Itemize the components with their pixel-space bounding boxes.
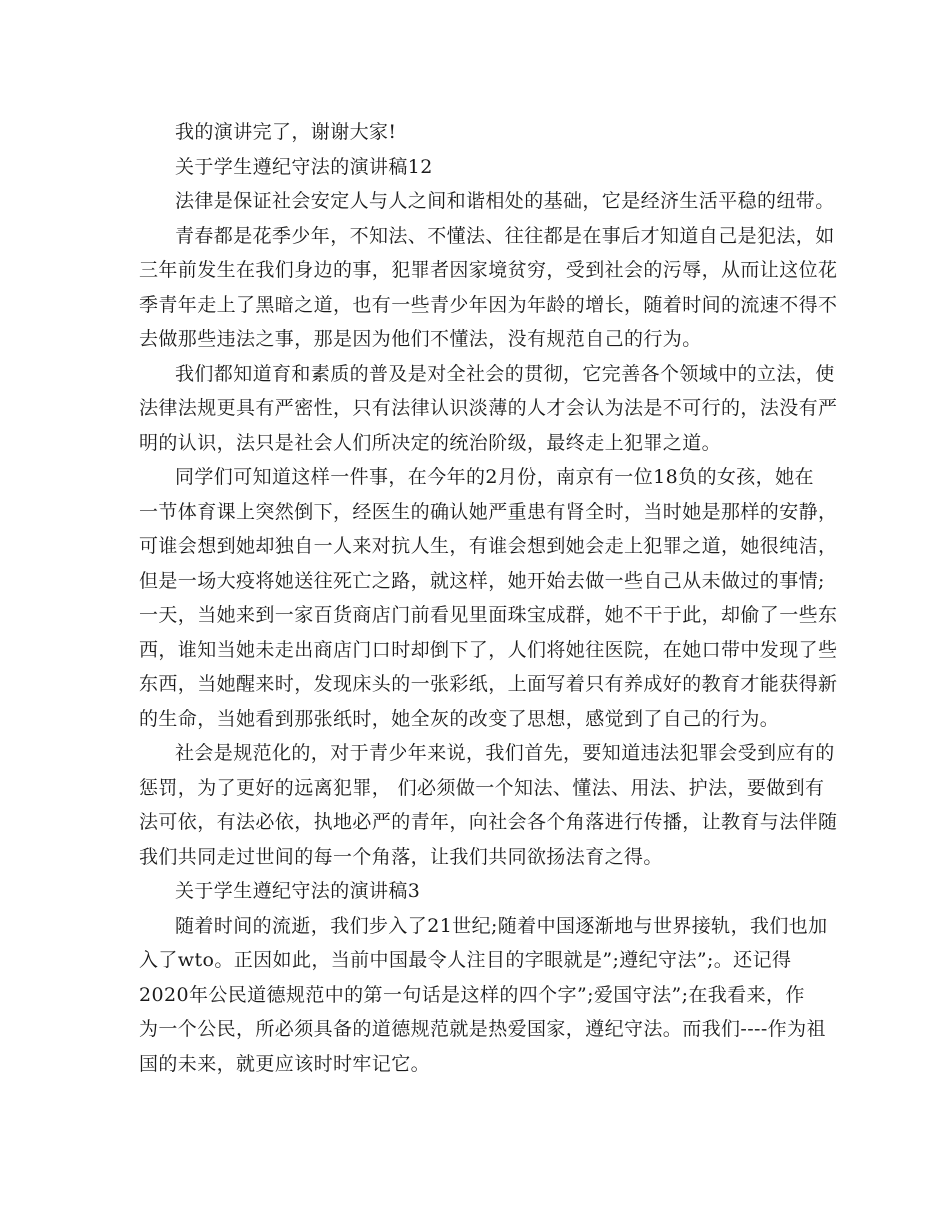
text-line: 我的演讲完了，谢谢大家! — [175, 121, 397, 143]
text-line: 社会是规范化的，对于青少年来说，我们首先，要知道违法犯罪会受到应有的 — [175, 742, 835, 764]
text-line: 为一个公民，所必须具备的道德规范就是热爱国家，遵纪守法。而我们----作为祖 — [139, 1018, 826, 1040]
paragraph — [139, 219, 838, 357]
text-line: 可谁会想到她却独自一人来对抗人生，有谁会想到她会走上犯罪之道，她很纯洁， — [139, 535, 838, 557]
text-line: 同学们可知道这样一件事，在今年的2月份，南京有一位18负的女孩，她在 — [175, 466, 814, 488]
text-line: 季青年走上了黑暗之道，也有一些青少年因为年龄的增长，随着时间的流速不得不 — [139, 293, 838, 316]
text-line: 入了wto。正因如此，当前中国最令人注目的字眼就是”;遵纪守法”;。还记得 — [139, 949, 792, 971]
text-line: 东西，当她醒来时，发现床头的一张彩纸，上面写着只有养成好的教育才能获得新 — [139, 673, 838, 695]
section-heading — [139, 874, 819, 909]
text-line: 三年前发生在我们身边的事，犯罪者因家境贫穷，受到社会的污辱，从而让这位花 — [139, 259, 838, 281]
text-line: 的生命，当她看到那张纸时，她全灰的改变了思想，感觉到了自己的行为。 — [139, 707, 780, 730]
paragraph — [139, 736, 838, 874]
text-line: 明的认识，法只是社会人们所决定的统治阶级，最终走上犯罪之道。 — [139, 431, 722, 454]
text-line: 法律法规更具有严密性，只有法律认识淡薄的人才会认为法是不可行的，法没有严 — [139, 397, 838, 419]
text-line: 法可依，有法必依，执地必严的青年，向社会各个角落进行传播，让教育与法伴随 — [139, 811, 838, 833]
paragraph — [139, 184, 835, 219]
paragraph — [139, 909, 828, 1082]
text-line: 去做那些违法之事，那是因为他们不懂法，没有规范自己的行为。 — [139, 328, 702, 350]
paragraph — [139, 460, 838, 736]
text-line: 我们都知道育和素质的普及是对全社会的贯彻，它完善各个领域中的立法，使 — [175, 362, 835, 385]
closing-paragraph — [139, 115, 819, 150]
text-line: 关于学生遵纪守法的演讲稿12 — [175, 155, 433, 178]
section-heading — [139, 150, 819, 185]
text-line: 惩罚，为了更好的远离犯罪， 们必须做一个知法、懂法、用法、护法，要做到有 — [139, 776, 825, 799]
text-line: 法律是保证社会安定人与人之间和谐相处的基础，它是经济生活平稳的纽带。 — [175, 190, 835, 212]
text-line: 西，谁知当她未走出商店门口时却倒下了，人们将她往医院，在她口带中发现了些 — [139, 638, 838, 661]
text-line: 关于学生遵纪守法的演讲稿3 — [175, 880, 421, 902]
text-line: 但是一场大疫将她送往死亡之路，就这样，她开始去做一些自己从未做过的事情; — [139, 569, 825, 592]
text-line: 随着时间的流逝，我们步入了21世纪;随着中国逐渐地与世界接轨，我们也加 — [175, 914, 828, 937]
text-line: 国的未来，就更应该时时牢记它。 — [139, 1052, 431, 1075]
text-line: 青春都是花季少年，不知法、不懂法、往往都是在事后才知道自己是犯法，如 — [175, 224, 835, 247]
text-line: 2020年公民道德规范中的第一句话是这样的四个字”;爱国守法”;在我看来，作 — [139, 983, 805, 1006]
text-line: 我们共同走过世间的每一个角落，让我们共同欲扬法育之得。 — [139, 845, 663, 868]
document-body — [139, 115, 838, 1081]
paragraph — [139, 357, 838, 461]
text-line: 一天，当她来到一家百货商店门前看见里面珠宝成群，她不干于此，却偷了一些东 — [139, 604, 838, 626]
text-line: 一节体育课上突然倒下，经医生的确认她严重患有肾全时，当时她是那样的安静， — [139, 500, 838, 523]
